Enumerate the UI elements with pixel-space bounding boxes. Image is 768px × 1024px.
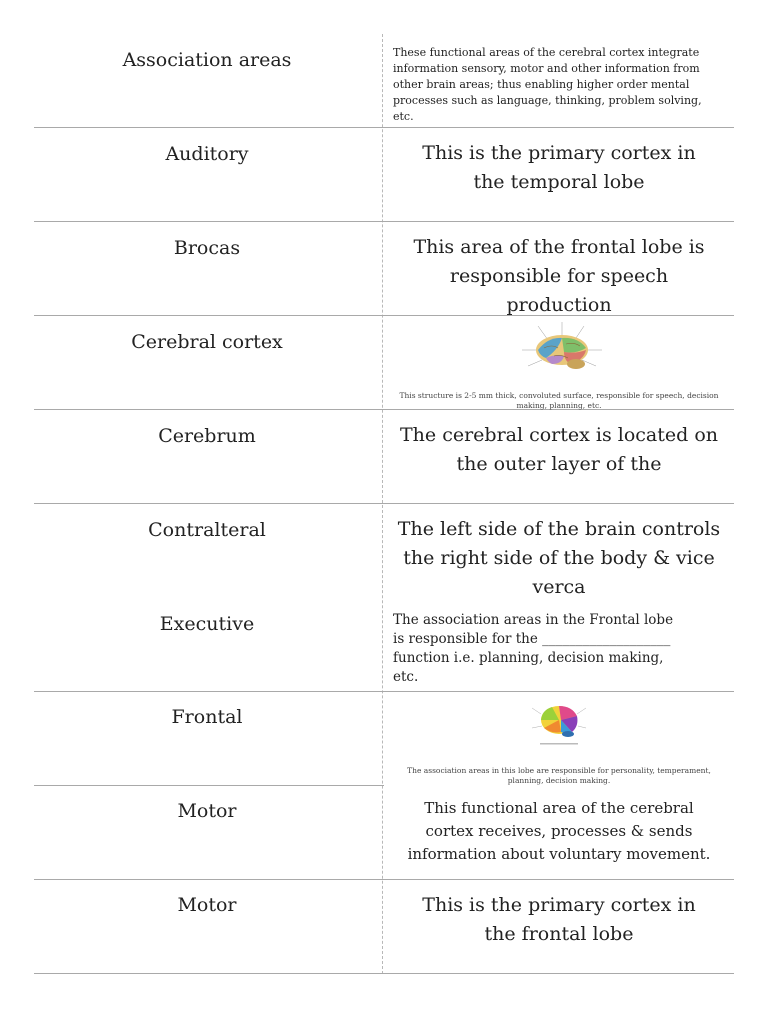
card-definition: The association areas in the Frontal lobe is responsible for the ___________________ function i.e. planning, decision making, etc. xyxy=(393,612,674,685)
row-divider xyxy=(34,691,734,692)
center-dashed-divider xyxy=(382,34,383,974)
row-divider xyxy=(34,973,734,974)
card-term: Cerebral cortex xyxy=(131,331,283,353)
row-divider xyxy=(34,503,734,504)
card-term: Contralteral xyxy=(148,519,266,541)
row-divider xyxy=(34,879,734,880)
card-definition: This structure is 2-5 mm thick, convoluted surface, responsible for speech, decision making, planning, etc. xyxy=(399,391,719,410)
card-definition: This functional area of the cerebral cortex receives, processes & sends information about voluntary movement. xyxy=(407,799,711,863)
card-term: Brocas xyxy=(173,237,241,259)
card-definition: These functional areas of the cerebral cortex integrate information sensory, motor and other information from other brain areas; thus enabling higher order mental processes such as language, thinking, problem solving, etc. xyxy=(393,46,702,123)
card-definition: The cerebral cortex is located on the outer layer of the xyxy=(400,424,718,475)
card-term: Motor xyxy=(177,894,237,916)
brain-lobes-icon xyxy=(528,700,590,748)
card-term: Executive xyxy=(159,613,255,635)
card-definition: The association areas in this lobe are responsible for personality, temperament, planning, decision making. xyxy=(407,766,711,785)
row-divider xyxy=(34,221,734,222)
card-definition: This is the primary cortex in the temporal lobe xyxy=(422,142,696,193)
card-definition: The left side of the brain controls the right side of the body & vice verca xyxy=(397,518,721,598)
card-definition: This is the primary cortex in the frontal lobe xyxy=(422,894,696,945)
card-term: Cerebrum xyxy=(158,425,256,447)
card-term: Auditory xyxy=(165,143,249,165)
card-term: Frontal xyxy=(171,706,243,728)
card-term: Association areas xyxy=(122,49,292,71)
card-term: Motor xyxy=(177,800,237,822)
row-divider xyxy=(34,127,734,128)
brain-diagram-icon xyxy=(518,320,606,378)
card-definition: This area of the frontal lobe is responsible for speech production xyxy=(413,236,705,316)
row-divider xyxy=(34,785,384,786)
